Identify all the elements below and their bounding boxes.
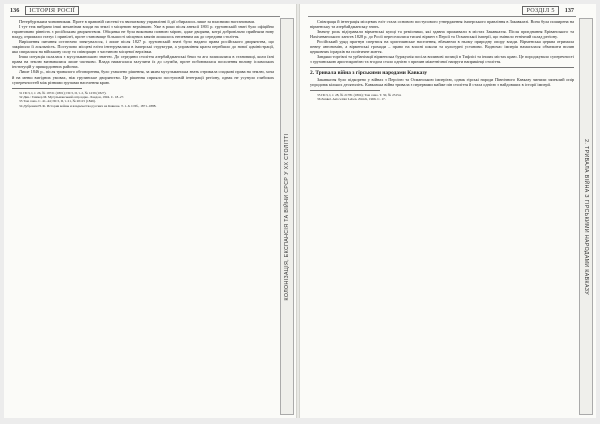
section-divider bbox=[310, 67, 574, 68]
paragraph: Російський уряд прагнув спертися на християнське населення, вбачаючи в ньому природну опору влади. Вірменська церква отримала певну автономію, а вірменські громади – право на власні школи та культурні установи. Водночас імперія намагалася обмежити вплив церковних ієрархів на політичне життя. bbox=[310, 39, 574, 55]
right-body-text bbox=[310, 19, 574, 101]
paragraph: Вирішення питання остаточно затягувалося, і лише після 1827 р. грузинській знаті було надано права російського дворянства, що закріпило її лояльність. Поступово місцеві еліти інтегрувалися в імперські структури, а управління краєм перейшло до нової адміністрації, яка спиралася на військову силу та співпрацю з частиною місцевої верхівки. bbox=[12, 39, 274, 55]
left-page-header bbox=[10, 6, 79, 15]
footnote: 33 Там само. С. 41–44; ПСЗ, II, т. 21, № 20115 (1846). bbox=[19, 99, 96, 104]
left-page-number: 136 bbox=[10, 7, 20, 14]
footnote: 31 ПСЗ, I, т. 26, № 19721 (1801); ПСЗ, II, т. 2, № 1239 (1827). bbox=[19, 90, 107, 95]
section-heading: 2. Тривала війна з гірськими народами Кавказу bbox=[310, 70, 428, 77]
footnote: 35 ПСЗ, I, т. 28, № 21781 (1804); Там само. Т. 30, № 23154. bbox=[317, 92, 402, 97]
right-page bbox=[300, 4, 596, 418]
paragraph: Лише 1846 р., після тривалого обговорення, було ухвалено рішення, за яким мусульманська знать отримала спадкові права на землю, хоча й на менш вигідних умовах, ніж грузинське дворянство. Це рішення сприяло поступовій інтеграції регіону, однак не усунуло глибоких суперечностей між різними групами населення краю. bbox=[12, 69, 274, 85]
right-page-number: 137 bbox=[564, 7, 574, 14]
paragraph: Значну роль відігравали вірменські купці та ремісники, які здавна проживали в містах Закавказзя. Після приєднання Еріванського та Нахічеванського ханств 1828 р. до Росії переселилися тисячі вірмен з Персії та Османської імперії, що змінило етнічний склад регіону. bbox=[310, 29, 574, 40]
left-footnotes bbox=[12, 91, 274, 108]
right-header-rule bbox=[308, 16, 576, 17]
left-side-tab bbox=[280, 18, 294, 415]
left-side-tab-label: КОЛОНІЗАЦІЯ, ЕКСПАНСІЯ ТА ВІЙНИ СРСР У ХХ СТОЛІТТІ bbox=[284, 133, 290, 300]
right-section-label: РОЗДІЛ 5 bbox=[522, 6, 558, 15]
left-header-rule bbox=[10, 16, 280, 17]
paragraph: І тут теж вибрано інші механізми влади на землі з місцевою верхівкою. Уже в роки після анексії 1801 р. грузинській знаті було офіційно гарантовано рівність з російським дворянством. Обіцянка не була виконана повною мірою, адже дворяни, котрі добровільно прийняли нову владу, отримали статус і привілеї, проте становище більшості місцевих князів лишалось непевним аж до середини століття. bbox=[12, 24, 274, 40]
left-section-label: ІСТОРІЯ РОСІЇ bbox=[25, 6, 79, 15]
paragraph: Закавказзя було підкорено у війнах з Персією та Османською імперією, однак гірські народи Північного Кавказу чинили запеклий опір упродовж кількох десятиліть. Кавказька війна тривала з перервами майже пів століття й стала однією з найдовших в історії імперії. bbox=[310, 76, 574, 87]
right-footnotes bbox=[310, 93, 574, 102]
paragraph: Співпраця й інтеграція місцевих еліт стала основою поступового утвердження імперського правління в Закавказзі. Вона була поширена на вірменську та азербайджанську знать. bbox=[310, 19, 574, 30]
right-page-header bbox=[522, 6, 574, 15]
footnote-rule bbox=[310, 90, 380, 91]
left-page bbox=[4, 4, 296, 418]
right-side-tab-label: 2. ТРИВАЛА ВІЙНА З ГІРСЬКИМИ НАРОДАМИ КАВКАЗУ bbox=[583, 138, 589, 295]
paragraph: Завдяки торгівлі та урбанізації вірменська буржуазія посіла впливові позиції в Тифлісі та інших містах краю. Це породжувало суперечності з грузинською аристократією та згодом стало однією з причин міжетнічної напруги наприкінці століття. bbox=[310, 54, 574, 65]
right-side-tab bbox=[579, 18, 593, 415]
footnote-rule bbox=[12, 88, 82, 89]
left-body-text bbox=[12, 19, 274, 108]
paragraph: Інша ситуація склалася з мусульманською знаттю. До середини століття азербайджанські беки та ага залишалися в становищі, коли їхні права на землю визнавалися лише частково. Влада намагалася залучити їх до служби, проте побоювалася посилення впливу ісламських інституцій у прикордонних районах. bbox=[12, 54, 274, 70]
footnote: 32 Див.: Гаммер М. Мусульманський опір царю. Лондон, 1994. С. 18–27. bbox=[19, 94, 125, 99]
paragraph: Петербурзьким чиновникам. Проте в правовій системі та звичаєвому управлінні її дії обирались лише за власними настановами. bbox=[19, 19, 255, 24]
footnote: 36 Zunkel. Asia wider Leben. Zürich, 1966. С. 17. bbox=[317, 97, 386, 102]
footnote: 34 Дубровин Н. Ф. История войны и владычества русских на Кавказе. Т. 1–6. СПб., 1871–1888. bbox=[19, 103, 157, 108]
